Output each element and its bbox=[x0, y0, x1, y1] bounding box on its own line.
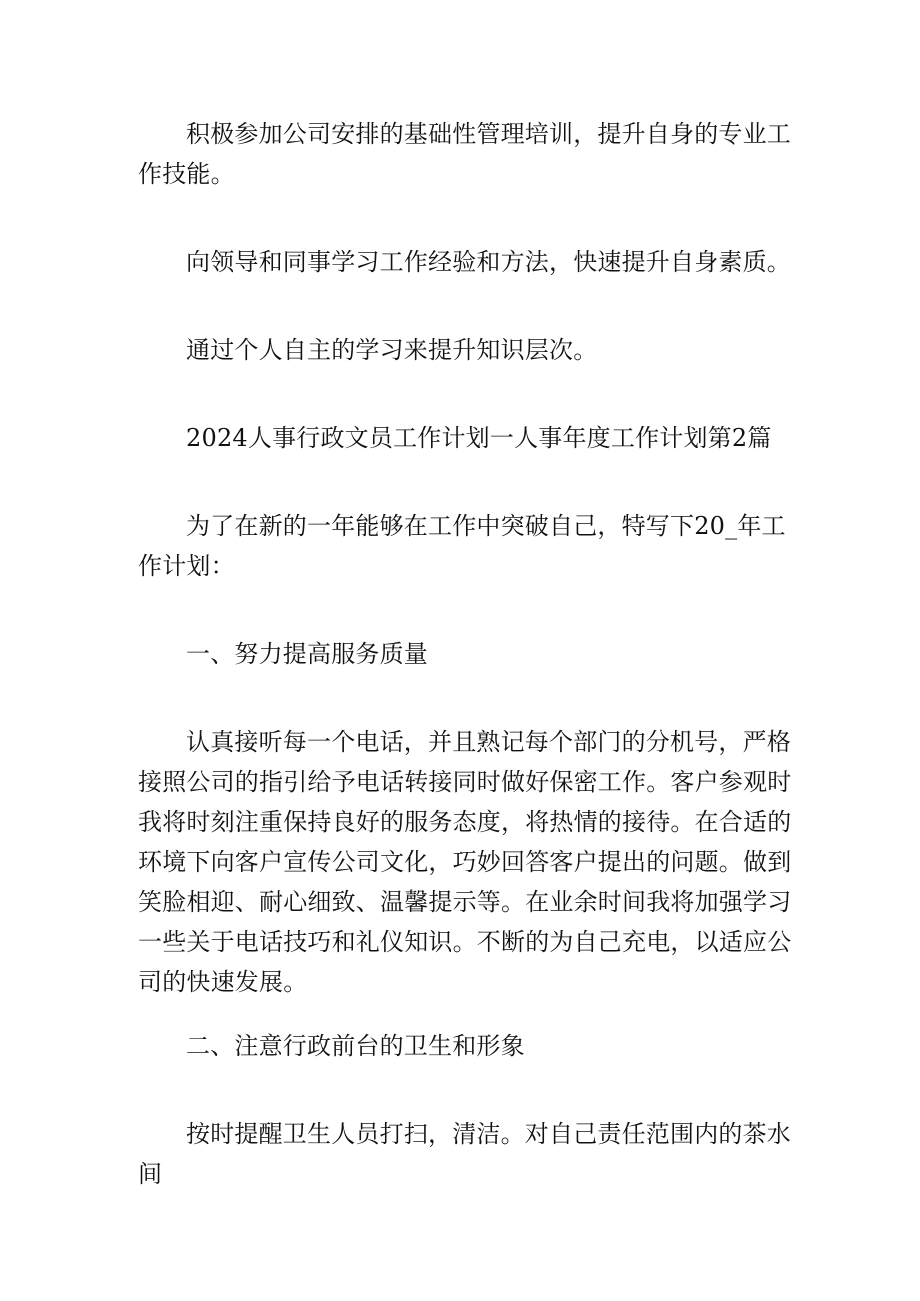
paragraph-cleaning: 按时提醒卫生人员打扫，清洁。对自己责任范围内的茶水间 bbox=[138, 1120, 791, 1188]
heading-service-quality: 一、努力提高服务质量 bbox=[186, 640, 428, 668]
paragraph-service-details: 认真接听每一个电话，并且熟记每个部门的分机号，严格接照公司的指引给予电话转接同时做好保密工作。客户参观时我将时刻注重保持良好的服务态度，将热情的接待。在合适的环境下向客户宣传公司文化，巧妙回答客户提出的问题。做到笑脸相迎、耐心细致、温馨提示等。在业余时间我将加强学习一些关于电话技巧和礼仪知识。不断的为自己充电，以适应公司的快速发展。 bbox=[138, 728, 792, 996]
paragraph-self-study: 通过个人自主的学习来提升知识层次。 bbox=[186, 336, 598, 364]
section-title: 2024人事行政文员工作计划一人事年度工作计划第2篇 bbox=[186, 424, 772, 452]
paragraph-intro: 为了在新的一年能够在工作中突破自己，特写下20_年工作计划： bbox=[138, 512, 786, 580]
heading-hygiene-image: 二、注意行政前台的卫生和形象 bbox=[186, 1032, 525, 1060]
paragraph-training: 积极参加公司安排的基础性管理培训，提升自身的专业工作技能。 bbox=[138, 120, 791, 188]
paragraph-learn-from-colleagues: 向领导和同事学习工作经验和方法，快速提升自身素质。 bbox=[186, 248, 791, 276]
